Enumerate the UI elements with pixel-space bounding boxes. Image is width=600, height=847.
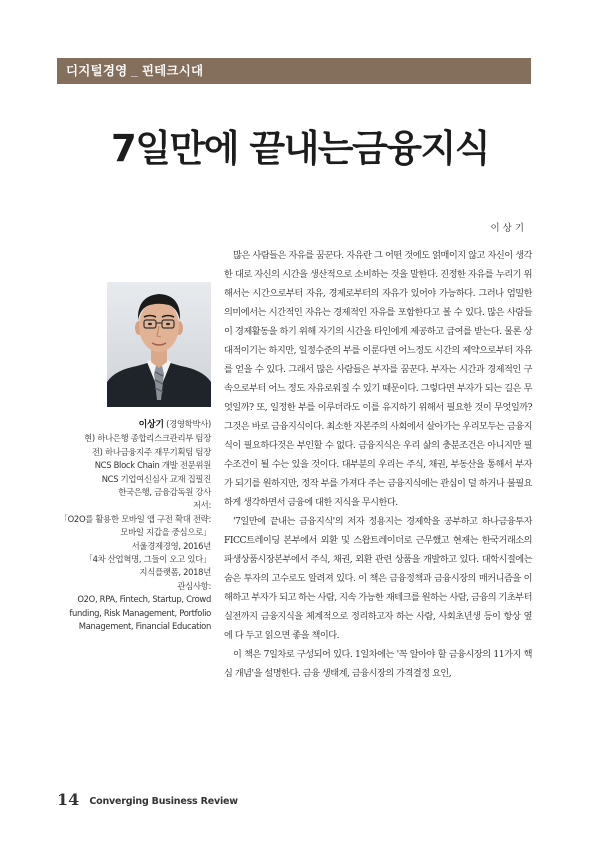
profile-line: 모바일 지갑을 중심으로」	[120, 527, 211, 538]
profile-name: 이상기	[138, 420, 164, 430]
body-paragraph: 많은 사람들은 자유를 꿈꾼다. 자유란 그 어떤 것에도 얽매이지 않고 자신이 생각한 대로 자신의 시간을 생산적으로 소비하는 것을 말한다. 진정한 자유를 누리기 위해서는 시간으로부터 자유, 경제로부터의 자유가 있어야 가능하다. 그러나 엄밀한 의미에서는 시간적인 자유는 경제적인 자유를 포함한다고 볼 수 있다. 많은 사람들이 경제활동을 하기 위해 자기의 시간을 타인에게 제공하고 급여를 받는다. 물론 상대적이기는 하지만, 일정수준의 부를 이룬다면 어느정도 시간의 제약으로부터 자유를 얻을 수 있다. 그래서 많은 사람들은 부자를 꿈꾼다. 부자는 시간과 경제적인 구속으로부터 어느 정도 자유로워질 수 있기 때문이다. 그렇다면 부자가 되는 길은 무엇일까? 또, 일정한 부를 이루더라도 이를 유지하기 위해서 필요한 것이 무엇일까? 그것은 바로 금융지식이다. 최소한 자본주의 사회에서 살아가는 우리모두는 금융지식이 필요하다것은 부인할 수 없다. 금융지식은 우리 삶의 충분조건은 아니지만 필수조건이 될 수는 있을 것이다. 대부분의 우리는 주식, 채권, 부동산을 통해서 부자가 되기를 원하지만, 정작 부를 가져다 주는 금융지식에는 관심이 덜 하거나 불필요하게 생각하면서 금융에 대한 지식을 무시한다.	[224, 250, 532, 508]
article-body	[224, 246, 532, 683]
section-label: 디지털경영 _ 핀테크시대	[66, 64, 204, 78]
profile-line: 현) 하나은행 종합리스크관리부 팀장	[84, 433, 211, 444]
profile-name-suffix: (경영학박사)	[163, 419, 211, 429]
profile-line: 서울경제경영, 2016년	[131, 540, 211, 551]
profile-line: Management, Financial Education	[78, 621, 211, 632]
profile-line: 전) 하나금융지주 재무기획팀 팀장	[91, 446, 211, 457]
profile-line: O2O, RPA, Fintech, Startup, Crowd	[77, 594, 211, 605]
profile-line: NCS Block Chain 개발 전문위원	[94, 460, 211, 471]
profile-line: 지식플랫폼, 2018년	[139, 567, 211, 578]
profile-name-line	[30, 418, 211, 432]
author-profile	[30, 418, 211, 634]
page-number: 14	[57, 790, 80, 809]
page-footer	[57, 789, 238, 809]
author-byline: 이상기	[490, 223, 527, 234]
body-paragraph: 이 책은 7일차로 구성되어 있다. 1일차에는 '꼭 알아야 할 금융시장의 11가지 핵심 개념'을 설명한다. 금융 생태계, 금융시장의 가격결정 요인,	[224, 649, 532, 679]
profile-line: 저서:	[192, 500, 211, 511]
profile-line: 「4차 산업혁명, 그들이 오고 있다」	[84, 554, 211, 565]
journal-name: Converging Business Review	[89, 796, 238, 807]
profile-line: 「O2O를 활용한 모바일 앱 구전 확대 전략:	[59, 513, 211, 524]
profile-line: funding, Risk Management, Portfolio	[69, 607, 211, 618]
author-photo	[107, 282, 211, 407]
section-header-bar	[57, 58, 531, 84]
profile-line: 관심사항:	[177, 580, 211, 591]
body-paragraph: '7일만에 끝내는 금융지식'의 저자 정용지는 경제학을 공부하고 하나금융투자 FICC트레이딩 본부에서 외환 및 스왑트레이더로 근무했고 현재는 한국거래소의 파생상품시장본부에서 주식, 채권, 외환 관련 상품을 개발하고 있다. 대학시절에는 숨은 투자의 고수로도 알려져 있다. 이 책은 금융정책과 금융시장의 매커니즘을 이해하고 부자가 되고 하는 사람, 지속 가능한 재테크를 원하는 사람, 금융의 기초부터 실전까지 금융지식을 체계적으로 정리하고자 하는 사람, 사회초년생 등이 항상 옆에 다 두고 읽으면 좋을 책이다.	[224, 516, 532, 641]
profile-line: 한국은행, 금융감독원 강사	[118, 487, 211, 498]
article-title: 7일만에 끝내는금융지식	[110, 127, 490, 170]
profile-line: NCS 기업여신심사 교재 집필진	[101, 473, 211, 484]
